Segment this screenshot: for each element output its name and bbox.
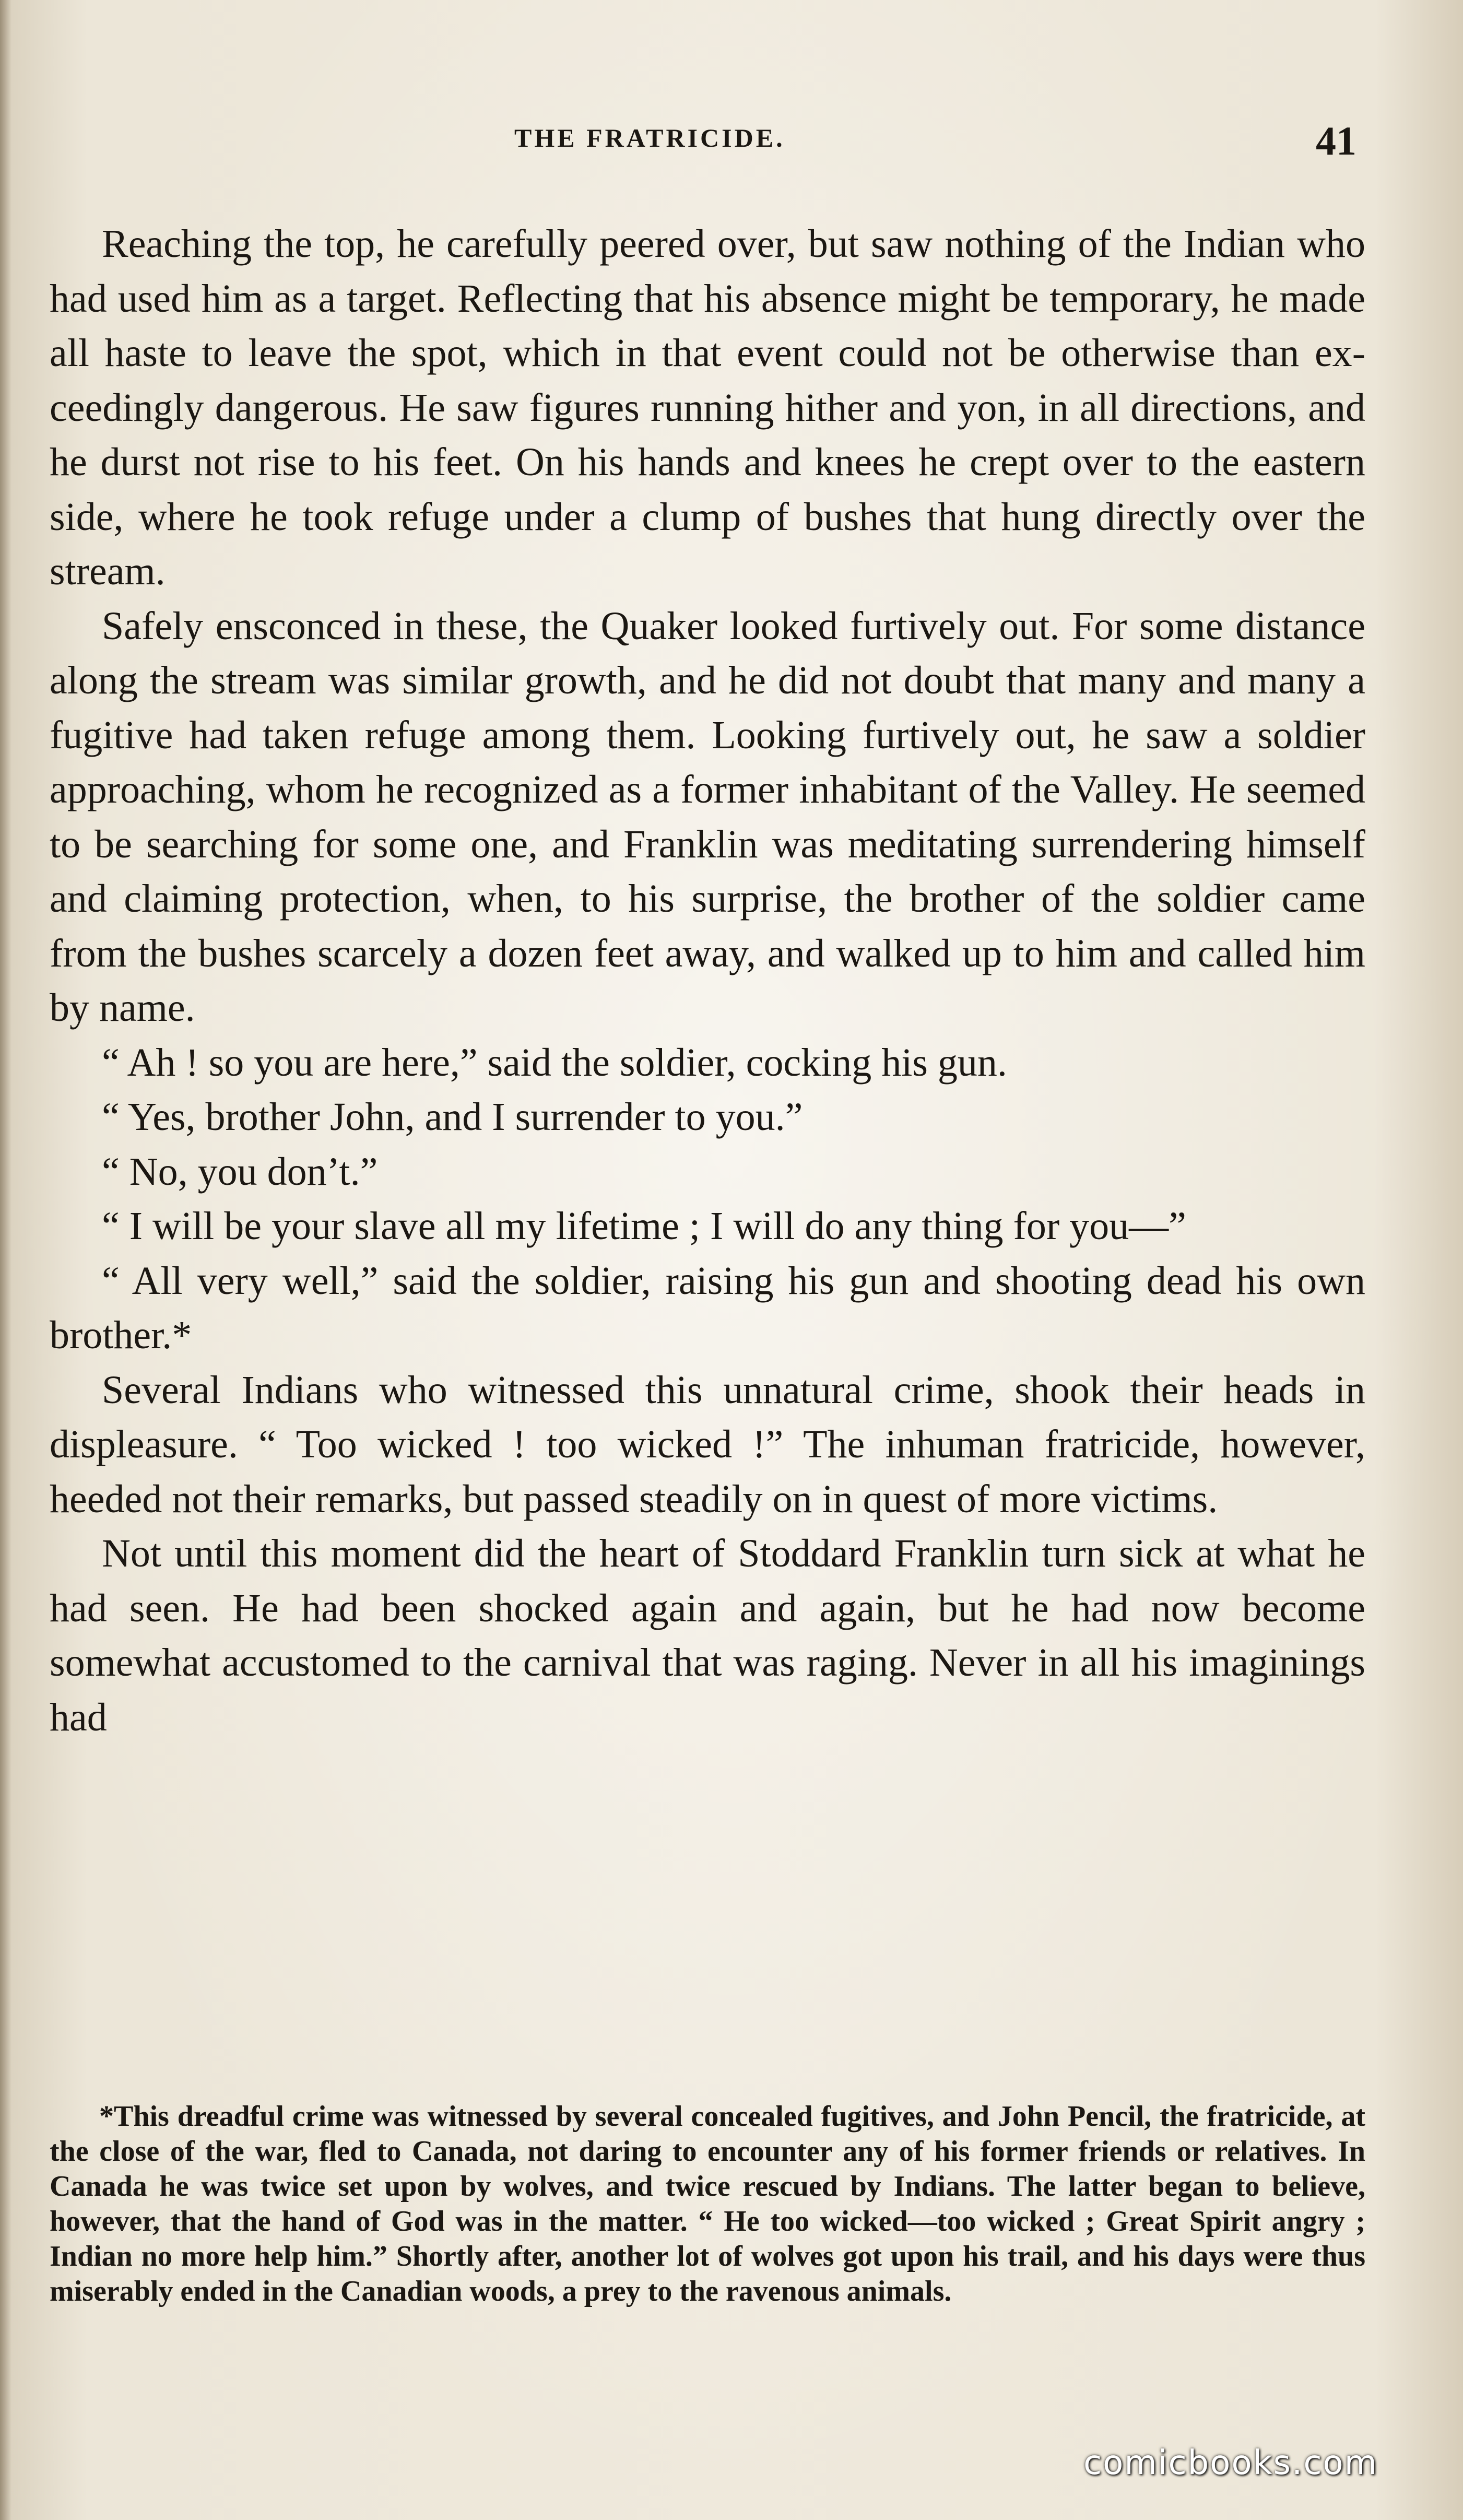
body-text bbox=[50, 217, 1365, 1745]
running-head bbox=[0, 117, 1463, 164]
dialogue-line: “ All very well,” said the soldier, raising his gun and shooting dead his own brother.* bbox=[50, 1258, 1365, 1357]
paragraph: Reaching the top, he carefully peered over, but saw nothing of the Indian who had used him as a target. Reflecting that his absence might be temporary, he made all haste to leave the spot, which in that event could not be otherwise than exceedingly dangerous. He saw figures running hither and yon, in all directions, and he durst not rise to his feet. On his hands and knees he crept over to the eastern side, where he took refuge under a clump of bushes that hung directly over the stream. bbox=[50, 222, 1365, 593]
dialogue-line: “ Yes, brother John, and I surrender to you.” bbox=[102, 1095, 803, 1139]
page-edge-shadow bbox=[0, 0, 11, 2520]
dialogue-line: “ I will be your slave all my lifetime ; I will do any thing for you—” bbox=[102, 1204, 1186, 1248]
footnote: *This dreadful crime was witnessed by several concealed fugitives, and John Pencil, the fratricide, at the close of the war, fled to Canada, not daring to encounter any of his former friends or relatives. In Canada he was twice set upon by wolves, and twice rescued by Indians. The latter began to believe, however, that the hand of God was in the matter. “ He too wicked—too wicked ; Great Spirit angry ; Indian no more help him.” Shortly after, another lot of wolves got upon his trail, and his days were thus miserably ended in the Canadian woods, a prey to the ravenous animals. bbox=[50, 2100, 1365, 2307]
paragraph: Not until this moment did the heart of Stoddard Franklin turn sick at what he had seen. He had been shocked again and again, but he had now become somewhat accustomed to the carnival that was raging. Never in all his imaginings had bbox=[50, 1532, 1365, 1739]
running-title: THE FRATRICIDE. bbox=[514, 123, 785, 152]
dialogue-line: “ Ah ! so you are here,” said the soldier, cocking his gun. bbox=[102, 1040, 1007, 1085]
watermark: comicbooks.com bbox=[1083, 2444, 1378, 2482]
paragraph: Safely ensconced in these, the Quaker looked furtively out. For some distance along the stream was similar growth, and he did not doubt that many and many a fugitive had taken refuge among them. Looking furtively out, he saw a soldier approaching, whom he recognized as a former inhabitant of the Valley. He seemed to be searching for some one, and Franklin was meditating surrendering himself and claiming protection, when, to his surprise, the brother of the soldier came from the bushes scarcely a dozen feet away, and walked up to him and called him by name. bbox=[50, 604, 1365, 1030]
paragraph: Several Indians who witnessed this unnatural crime, shook their heads in displeasure. “ Too wicked ! too wicked !” The inhuman fratricide, however, heeded not their remarks, but passed steadily on in quest of more victims. bbox=[50, 1368, 1365, 1521]
page-number: 41 bbox=[1316, 118, 1356, 163]
dialogue-line: “ No, you don’t.” bbox=[102, 1149, 378, 1194]
